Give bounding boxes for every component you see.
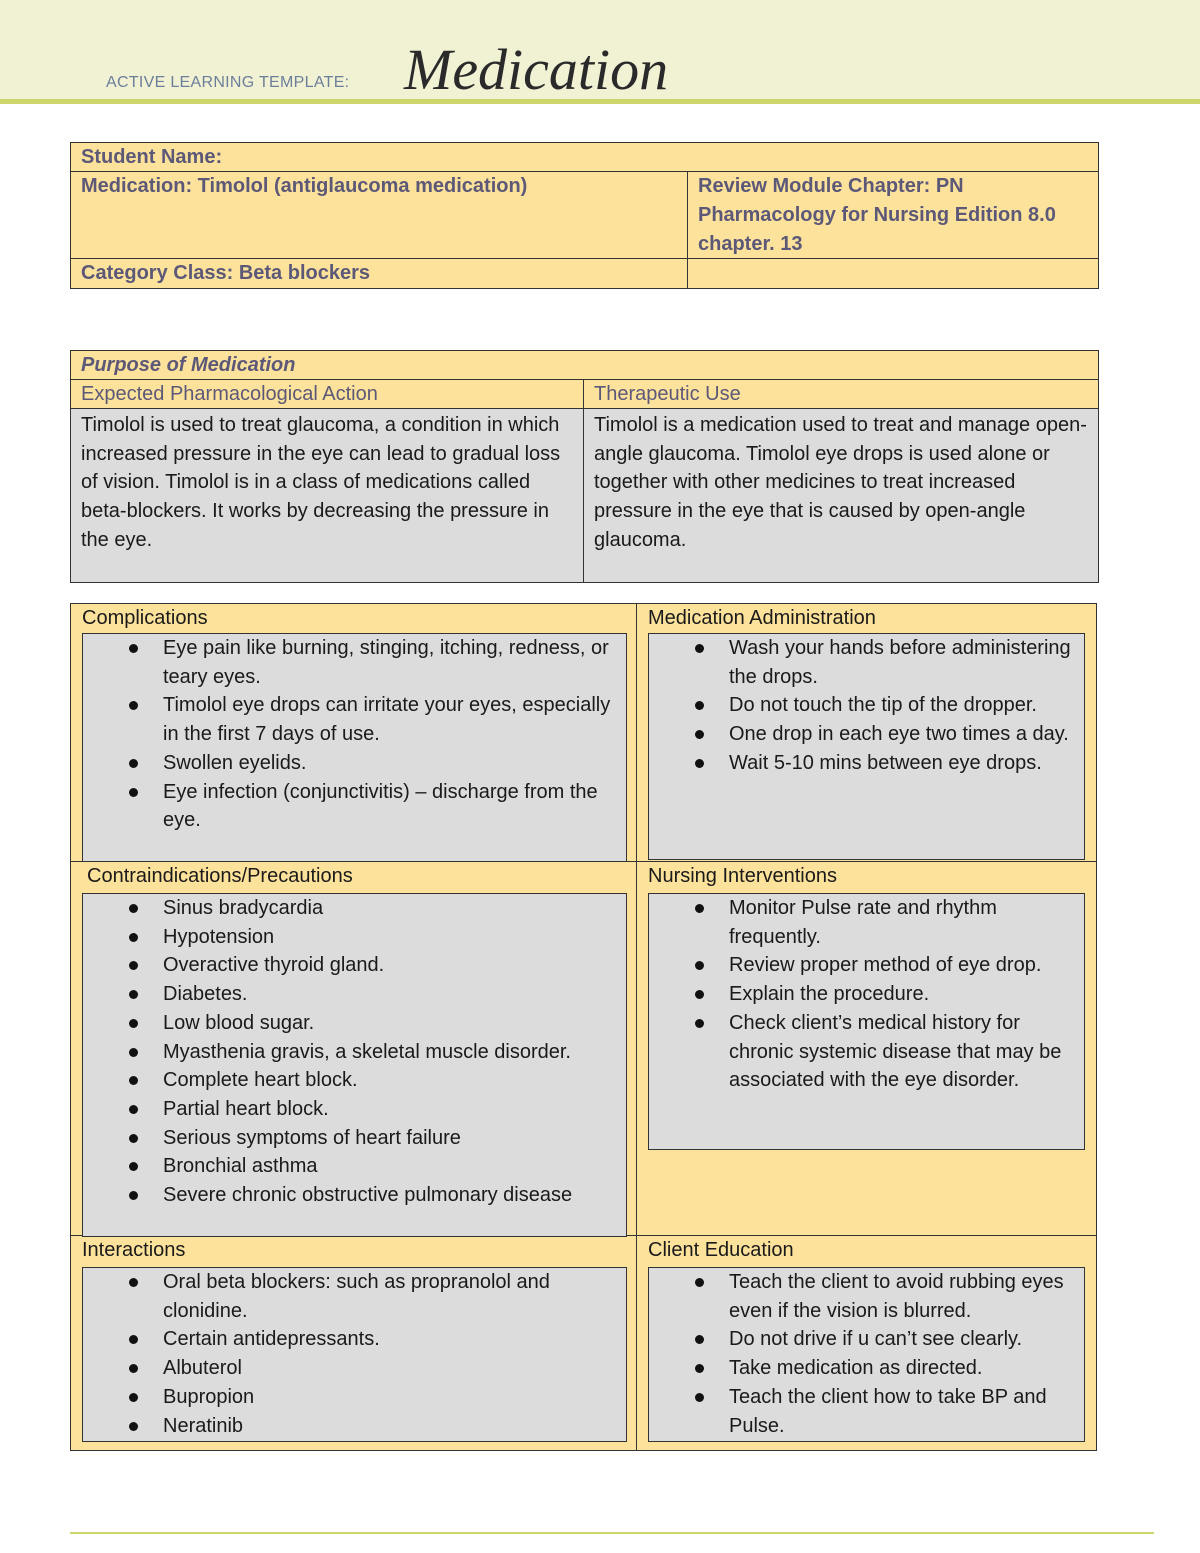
list-item: Bronchial asthma: [83, 1152, 626, 1181]
bullet-icon: [129, 1076, 138, 1085]
list-item: Do not drive if u can’t see clearly.: [649, 1325, 1084, 1354]
contraindications-box: [82, 893, 627, 1237]
list-item: Teach the client how to take BP and Pulse.: [649, 1383, 1084, 1440]
list-item: Myasthenia gravis, a skeletal muscle disorder.: [83, 1038, 626, 1067]
bullet-icon: [695, 644, 704, 653]
list-item: Complete heart block.: [83, 1066, 626, 1095]
list-item: Check client’s medical history for chronic systemic disease that may be associated with the eye disorder.: [649, 1009, 1084, 1095]
list-item: Serious symptoms of heart failure: [83, 1124, 626, 1153]
bullet-icon: [129, 1364, 138, 1373]
bullet-icon: [129, 1191, 138, 1200]
administration-box: [648, 633, 1085, 860]
bullet-icon: [129, 1162, 138, 1171]
list-item: Wait 5-10 mins between eye drops.: [649, 749, 1084, 778]
bullet-icon: [129, 961, 138, 970]
bullet-icon: [695, 759, 704, 768]
student-name-label: Student Name:: [81, 146, 223, 168]
bullet-icon: [695, 1019, 704, 1028]
list-item: Sinus bradycardia: [83, 894, 626, 923]
complications-box: [82, 633, 627, 862]
bullet-icon: [129, 904, 138, 913]
list-item: Wash your hands before administering the drops.: [649, 634, 1084, 691]
category-class-cell: [70, 258, 689, 289]
list-item: Eye infection (conjunctivitis) – discharge from the eye.: [83, 778, 626, 835]
category-class-label: Category Class: Beta blockers: [81, 262, 371, 284]
contraindications-heading: Contraindications/Precautions: [87, 865, 353, 887]
category-empty-cell: [687, 258, 1099, 289]
nursing-list: [649, 894, 1084, 1095]
bullet-icon: [695, 701, 704, 710]
education-box: [648, 1267, 1085, 1442]
interactions-heading: Interactions: [82, 1239, 186, 1261]
contraindications-list: [83, 894, 626, 1210]
list-item: Low blood sugar.: [83, 1009, 626, 1038]
review-module-cell: [687, 171, 1099, 260]
interactions-box: [82, 1267, 627, 1442]
bullet-icon: [129, 1048, 138, 1057]
bullet-icon: [129, 990, 138, 999]
use-text: Timolol is a medication used to treat and manage open-angle glaucoma. Timolol eye drops is used alone or together with other medicines to treat increased pressure in the eye that is caused by open-angle glaucoma.: [594, 414, 1087, 551]
list-item: Severe chronic obstructive pulmonary disease: [83, 1181, 626, 1210]
list-item: Overactive thyroid gland.: [83, 951, 626, 980]
list-item: Take medication as directed.: [649, 1354, 1084, 1383]
list-item: Teach the client to avoid rubbing eyes even if the vision is blurred.: [649, 1268, 1084, 1325]
bullet-icon: [129, 1105, 138, 1114]
list-item: Diabetes.: [83, 980, 626, 1009]
bullet-icon: [129, 1393, 138, 1402]
action-heading-cell: [70, 379, 585, 410]
action-heading: Expected Pharmacological Action: [81, 383, 378, 405]
student-name-cell: [70, 142, 1099, 173]
list-item: Neratinib: [83, 1412, 626, 1441]
complications-heading: Complications: [82, 607, 208, 629]
purpose-heading: Purpose of Medication: [81, 354, 296, 376]
footer-rule: [70, 1532, 1154, 1534]
administration-heading: Medication Administration: [648, 607, 876, 629]
action-text-cell: [70, 408, 585, 583]
bullet-icon: [695, 730, 704, 739]
list-item: Partial heart block.: [83, 1095, 626, 1124]
bullet-icon: [129, 1278, 138, 1287]
bullet-icon: [695, 904, 704, 913]
list-item: Certain antidepressants.: [83, 1325, 626, 1354]
bullet-icon: [695, 1393, 704, 1402]
bullet-icon: [129, 759, 138, 768]
bullet-icon: [129, 933, 138, 942]
nursing-box: [648, 893, 1085, 1150]
education-list: [649, 1268, 1084, 1440]
use-text-cell: [583, 408, 1099, 583]
interactions-list: [83, 1268, 626, 1440]
education-heading: Client Education: [648, 1239, 794, 1261]
list-item: Review proper method of eye drop.: [649, 951, 1084, 980]
use-heading: Therapeutic Use: [594, 383, 741, 405]
medication-cell: [70, 171, 689, 260]
bullet-icon: [129, 701, 138, 710]
list-item: Do not touch the tip of the dropper.: [649, 691, 1084, 720]
review-module-label: Review Module Chapter: PN Pharmacology for Nursing Edition 8.0 chapter. 13: [698, 175, 1056, 255]
action-text: Timolol is used to treat glaucoma, a condition in which increased pressure in the eye can lead to gradual loss of vision. Timolol is in a class of medications called beta-blockers. It works by decreasing the pressure in the eye.: [81, 414, 561, 551]
list-item: Timolol eye drops can irritate your eyes, especially in the first 7 days of use.: [83, 691, 626, 748]
list-item: Hypotension: [83, 923, 626, 952]
bullet-icon: [129, 1335, 138, 1344]
bullet-icon: [695, 961, 704, 970]
bullet-icon: [695, 1364, 704, 1373]
complications-list: [83, 634, 626, 835]
bullet-icon: [129, 1422, 138, 1431]
administration-list: [649, 634, 1084, 778]
list-item: Albuterol: [83, 1354, 626, 1383]
page-title: Medication: [404, 37, 669, 102]
nursing-heading: Nursing Interventions: [648, 865, 837, 887]
list-item: Oral beta blockers: such as propranolol and clonidine.: [83, 1268, 626, 1325]
template-label: ACTIVE LEARNING TEMPLATE:: [106, 74, 350, 91]
bullet-icon: [695, 990, 704, 999]
use-heading-cell: [583, 379, 1099, 410]
bullet-icon: [695, 1335, 704, 1344]
list-item: Explain the procedure.: [649, 980, 1084, 1009]
list-item: Eye pain like burning, stinging, itching, redness, or teary eyes.: [83, 634, 626, 691]
list-item: One drop in each eye two times a day.: [649, 720, 1084, 749]
bullet-icon: [129, 1134, 138, 1143]
purpose-heading-cell: [70, 350, 1099, 381]
medication-label: Medication: Timolol (antiglaucoma medication): [81, 175, 528, 197]
list-item: Bupropion: [83, 1383, 626, 1412]
bullet-icon: [129, 788, 138, 797]
list-item: Monitor Pulse rate and rhythm frequently.: [649, 894, 1084, 951]
list-item: Swollen eyelids.: [83, 749, 626, 778]
bullet-icon: [129, 1019, 138, 1028]
bullet-icon: [129, 644, 138, 653]
bullet-icon: [695, 1278, 704, 1287]
